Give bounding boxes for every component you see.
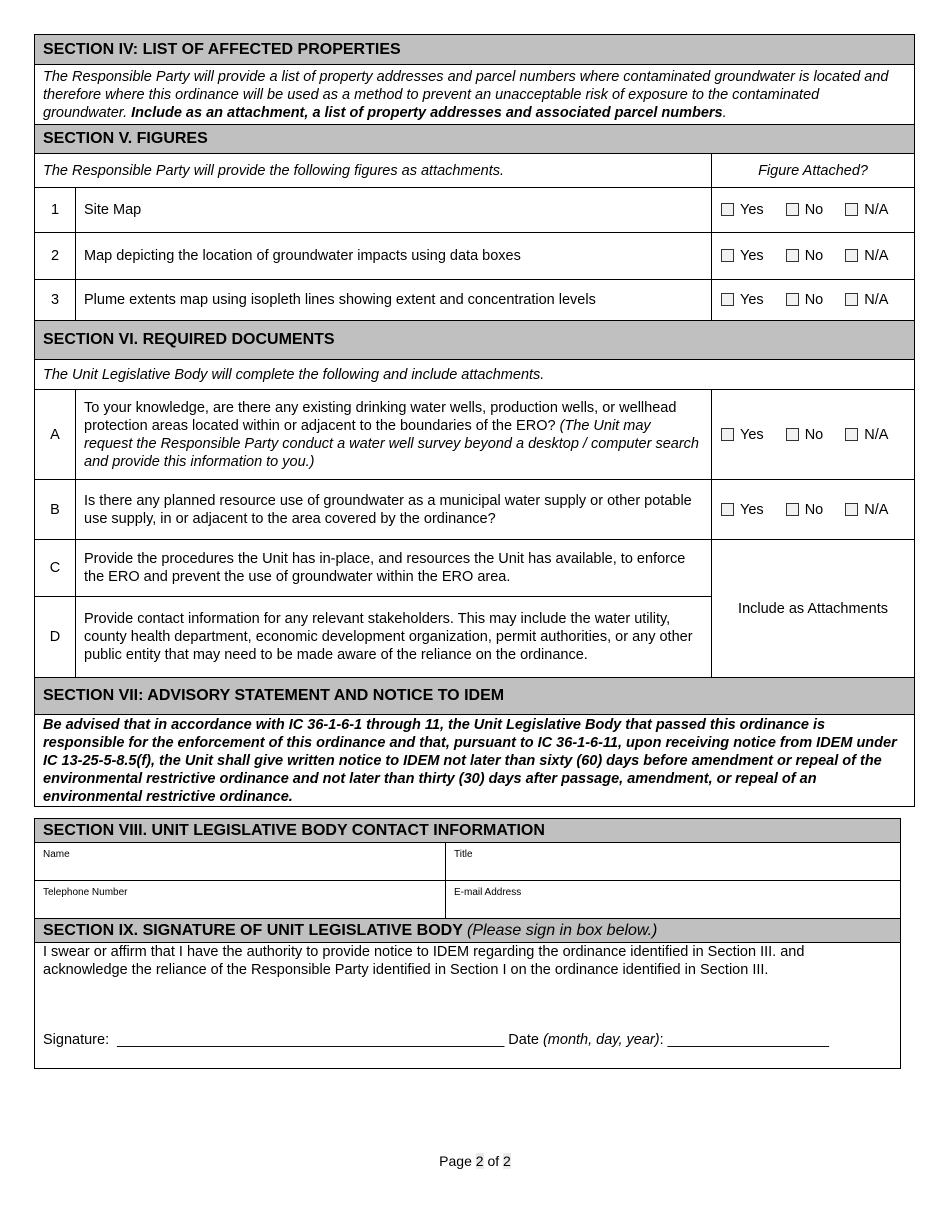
figure-row xyxy=(35,280,915,321)
email-label: E-mail Address xyxy=(454,887,522,898)
figure-label: Site Map xyxy=(76,188,712,233)
phone-label: Telephone Number xyxy=(43,887,128,898)
section6-heading: SECTION VI. REQUIRED DOCUMENTS xyxy=(35,321,915,360)
document-row-c xyxy=(35,540,915,597)
form-main xyxy=(34,34,914,807)
checkbox-icon[interactable] xyxy=(845,203,858,216)
no-option[interactable]: No xyxy=(786,501,824,519)
section5-heading: SECTION V. FIGURES xyxy=(35,125,915,154)
yes-option[interactable]: Yes xyxy=(721,201,764,219)
figure-row xyxy=(35,233,915,280)
na-option[interactable]: N/A xyxy=(845,426,888,444)
no-option[interactable]: No xyxy=(786,247,824,265)
name-label: Name xyxy=(43,849,70,860)
no-option[interactable]: No xyxy=(786,291,824,309)
na-option[interactable]: N/A xyxy=(845,291,888,309)
checkbox-icon[interactable] xyxy=(786,249,799,262)
affirmation-text: I swear or affirm that I have the authority to provide notice to IDEM regarding the ordinance identified in Section III. and acknowledge the reliance of the Responsible Party identified in Section I on the ordinance identified in Section III. xyxy=(43,944,805,978)
row-letter: D xyxy=(35,597,76,678)
figure-attached-header: Figure Attached? xyxy=(712,154,915,188)
signature-box[interactable] xyxy=(35,943,901,1069)
no-option[interactable]: No xyxy=(786,426,824,444)
row-b-text: Is there any planned resource use of groundwater as a municipal water supply or other potable use supply, in or adjacent to the area covered by the ordinance? xyxy=(76,480,712,540)
section6-intro: The Unit Legislative Body will complete the following and include attachments. xyxy=(35,360,915,390)
yes-option[interactable]: Yes xyxy=(721,247,764,265)
checkbox-icon[interactable] xyxy=(786,293,799,306)
na-option[interactable]: N/A xyxy=(845,201,888,219)
row-letter: B xyxy=(35,480,76,540)
na-option[interactable]: N/A xyxy=(845,247,888,265)
row-d-text: Provide contact information for any relevant stakeholders. This may include the water utility, county health department, economic development organization, permit authorities, or any other public entity that may need to be made aware of the reliance on the ordinance. xyxy=(76,597,712,678)
figure-options xyxy=(712,280,915,321)
date-label: Date xyxy=(508,1032,539,1048)
checkbox-icon[interactable] xyxy=(721,293,734,306)
figure-label: Map depicting the location of groundwater impacts using data boxes xyxy=(76,233,712,280)
checkbox-icon[interactable] xyxy=(721,249,734,262)
checkbox-icon[interactable] xyxy=(845,293,858,306)
section8-heading: SECTION VIII. UNIT LEGISLATIVE BODY CONTACT INFORMATION xyxy=(35,819,901,843)
document-row-b xyxy=(35,480,915,540)
current-page: 2 xyxy=(475,1153,484,1169)
checkbox-icon[interactable] xyxy=(786,503,799,516)
signature-label: Signature: xyxy=(43,1032,110,1048)
section4-heading: SECTION IV: LIST OF AFFECTED PROPERTIES xyxy=(35,35,915,65)
row-c-text: Provide the procedures the Unit has in-place, and resources the Unit has available, to enforce the ERO and prevent the use of groundwater within the ERO area. xyxy=(76,540,712,597)
row-b-options xyxy=(712,480,915,540)
name-field[interactable] xyxy=(35,843,446,881)
total-pages: 2 xyxy=(503,1153,511,1169)
checkbox-icon[interactable] xyxy=(721,203,734,216)
checkbox-icon[interactable] xyxy=(721,503,734,516)
figure-label: Plume extents map using isopleth lines showing extent and concentration levels xyxy=(76,280,712,321)
title-label: Title xyxy=(454,849,473,860)
figure-number: 3 xyxy=(35,280,76,321)
phone-field[interactable] xyxy=(35,881,446,919)
document-row-a xyxy=(35,390,915,480)
row-letter: C xyxy=(35,540,76,597)
yes-option[interactable]: Yes xyxy=(721,501,764,519)
section4-text: The Responsible Party will provide a list of property addresses and parcel numbers where contaminated groundwater is located and therefore where this ordinance will be used as a method to prevent an unacceptable risk of exposure to the contaminated groundwater. Include as an attachment, a list of property addresses and associated parcel numbers. xyxy=(35,65,915,125)
figure-number: 1 xyxy=(35,188,76,233)
row-a-options xyxy=(712,390,915,480)
figure-options xyxy=(712,188,915,233)
no-option[interactable]: No xyxy=(786,201,824,219)
row-a-text: To your knowledge, are there any existing drinking water wells, production wells, or wellhead protection areas located within or adjacent to the boundaries of the ERO? (The Unit may request the Responsible Party conduct a water well survey beyond a desktop / computer search and provide this information to you.) xyxy=(76,390,712,480)
checkbox-icon[interactable] xyxy=(786,203,799,216)
email-field[interactable] xyxy=(446,881,901,919)
checkbox-icon[interactable] xyxy=(845,249,858,262)
include-attachments-label: Include as Attachments xyxy=(712,540,915,678)
page-footer: Page 2 of 2 xyxy=(439,1153,511,1169)
figure-row xyxy=(35,188,915,233)
signature-line-row: Signature: ________________________________________________ Date (month, day, year): ____________________ xyxy=(43,1032,829,1048)
signature-line[interactable]: ________________________________________________ xyxy=(117,1032,505,1048)
advisory-statement: Be advised that in accordance with IC 36-1-6-1 through 11, the Unit Legislative Body that passed this ordinance is responsible for the enforcement of this ordinance and that, pursuant to IC 36-1-6-11, upon receiving notice from IDEM under IC 13-25-5-8.5(f), the Unit shall give written notice to IDEM not later than sixty (60) days before amendment or repeal of the environmental restrictive ordinance and not later than thirty (30) days after passage, amendment, or repeal of an environmental restrictive ordinance. xyxy=(35,715,915,807)
date-format-note: (month, day, year) xyxy=(542,1032,660,1048)
checkbox-icon[interactable] xyxy=(845,503,858,516)
figure-options xyxy=(712,233,915,280)
figure-number: 2 xyxy=(35,233,76,280)
date-line[interactable]: ____________________ xyxy=(667,1032,829,1048)
contact-section xyxy=(34,818,900,1069)
section5-intro: The Responsible Party will provide the following figures as attachments. xyxy=(35,154,712,188)
na-option[interactable]: N/A xyxy=(845,501,888,519)
section7-heading: SECTION VII: ADVISORY STATEMENT AND NOTICE TO IDEM xyxy=(35,678,915,715)
yes-option[interactable]: Yes xyxy=(721,426,764,444)
row-letter: A xyxy=(35,390,76,480)
yes-option[interactable]: Yes xyxy=(721,291,764,309)
checkbox-icon[interactable] xyxy=(786,428,799,441)
section9-heading: SECTION IX. SIGNATURE OF UNIT LEGISLATIVE BODY (Please sign in box below.) xyxy=(35,919,901,943)
checkbox-icon[interactable] xyxy=(721,428,734,441)
title-field[interactable] xyxy=(446,843,901,881)
checkbox-icon[interactable] xyxy=(845,428,858,441)
